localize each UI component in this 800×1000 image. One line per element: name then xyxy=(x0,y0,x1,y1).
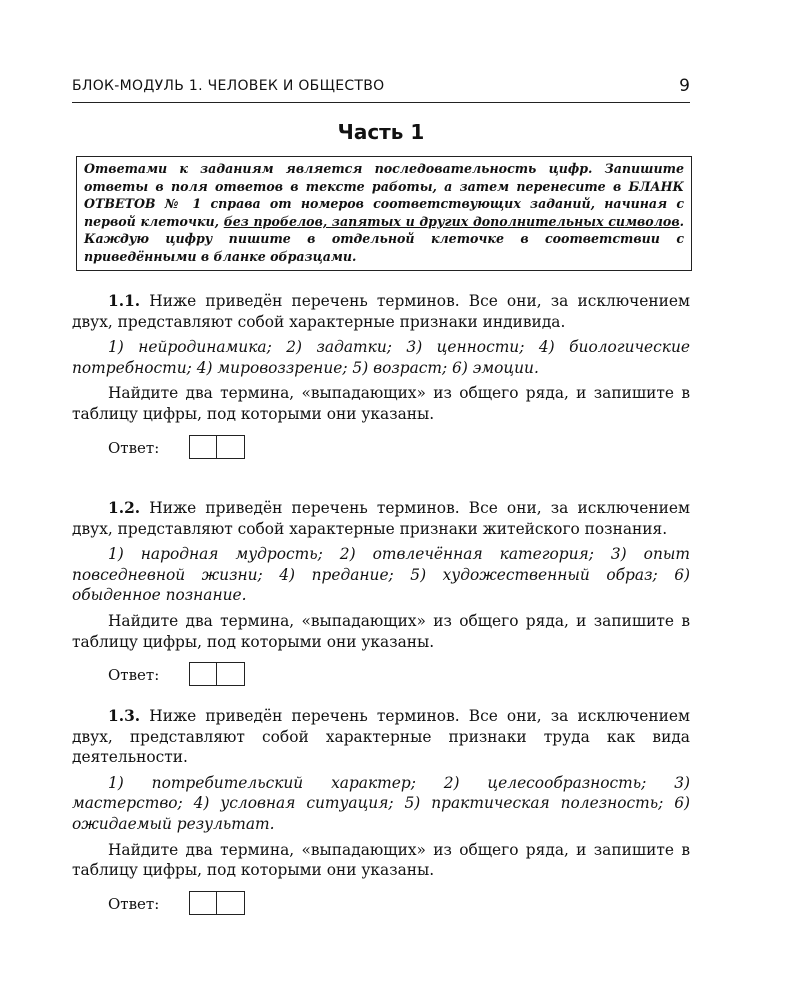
answer-row xyxy=(72,435,690,461)
task-intro-text: Ниже приведён перечень терминов. Все они, за исключением двух, представляют собой характерные признаки житейского познания. xyxy=(72,499,690,538)
task-1-2 xyxy=(72,498,690,688)
task-intro xyxy=(72,706,690,768)
instructions-text: Ответами к заданиям является последовательность цифр. Запишите ответы в поля ответов в тексте работы, а затем перенесите в БЛАНК ОТВЕТОВ № 1 справа от номеров соответствующих заданий, начиная с первой клеточки, xyxy=(84,161,684,229)
task-number: 1.3. xyxy=(108,707,141,725)
instructions-box xyxy=(76,156,692,271)
answer-label: Ответ: xyxy=(108,894,160,913)
page-number: 9 xyxy=(679,76,690,96)
task-1-1 xyxy=(72,291,690,461)
task-terms: 1) потребительский характер; 2) целесообразность; 3) мастерство; 4) условная ситуация; 5) практическая полезность; 6) ожидаемый результат. xyxy=(72,773,690,833)
answer-row xyxy=(72,662,690,688)
answer-input-box[interactable] xyxy=(189,891,245,915)
task-number: 1.2. xyxy=(108,499,141,517)
answer-cell-1[interactable] xyxy=(190,892,217,914)
answer-label: Ответ: xyxy=(108,666,160,685)
task-question: Найдите два термина, «выпадающих» из общего ряда, и запишите в таблицу цифры, под которыми они указаны. xyxy=(72,840,690,880)
answer-cell-2[interactable] xyxy=(217,892,244,914)
task-intro-text: Ниже приведён перечень терминов. Все они, за исключением двух, представляют собой характерные признаки труда как вида деятельности. xyxy=(72,707,690,767)
running-header xyxy=(72,76,690,103)
answer-cell-2[interactable] xyxy=(217,663,244,685)
answer-row xyxy=(72,891,690,917)
answer-cell-1[interactable] xyxy=(190,663,217,685)
answer-input-box[interactable] xyxy=(189,435,245,459)
answer-cell-2[interactable] xyxy=(217,436,244,458)
task-1-3 xyxy=(72,706,690,917)
task-terms: 1) нейродинамика; 2) задатки; 3) ценности; 4) биологические потребности; 4) мировоззрение; 5) возраст; 6) эмоции. xyxy=(72,338,690,377)
answer-label: Ответ: xyxy=(108,438,160,457)
header-title: БЛОК-МОДУЛЬ 1. ЧЕЛОВЕК И ОБЩЕСТВО xyxy=(72,78,385,94)
answer-cell-1[interactable] xyxy=(190,436,217,458)
answer-input-box[interactable] xyxy=(189,662,245,686)
task-number: 1.1. xyxy=(108,292,141,310)
task-terms: 1) народная мудрость; 2) отвлечённая категория; 3) опыт повседневной жизни; 4) предание; 5) художественный образ; 6) обыденное познание. xyxy=(72,545,690,605)
instructions-underlined: без пробелов, запятых и других дополнительных символов xyxy=(223,213,680,229)
task-question: Найдите два термина, «выпадающих» из общего ряда, и запишите в таблицу цифры, под которыми они указаны. xyxy=(72,611,690,651)
task-intro xyxy=(72,498,690,539)
task-question: Найдите два термина, «выпадающих» из общего ряда, и запишите в таблицу цифры, под которыми они указаны. xyxy=(72,384,690,423)
instructions-text-end: . Каждую цифру пишите в отдельной клеточке в соответствии с приведёнными в бланке образцами. xyxy=(84,213,684,264)
task-intro-text: Ниже приведён перечень терминов. Все они, за исключением двух, представляют собой характерные признаки индивида. xyxy=(72,292,690,331)
task-intro xyxy=(72,291,690,332)
part-title: Часть 1 xyxy=(337,120,425,144)
